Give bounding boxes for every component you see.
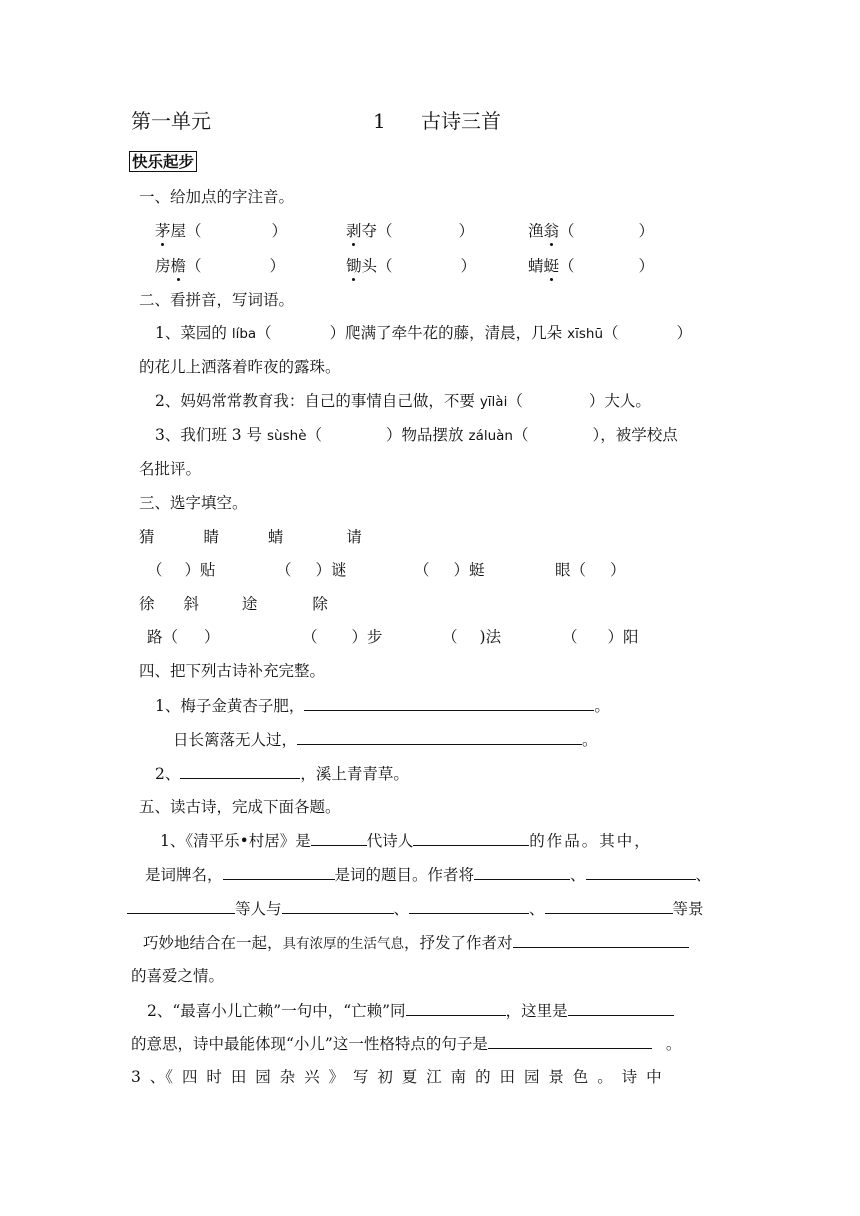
q3-blank-2: （ ）谜 xyxy=(276,561,347,579)
q4-line-1: 1、梅子金黄杏子肥， 。 xyxy=(155,697,610,715)
answer-blank xyxy=(311,830,367,846)
q3-title: 三、选字填空。 xyxy=(139,494,248,512)
q5-para-8: 3 、《 四 时 田 园 杂 兴 》 写 初 夏 江 南 的 田 园 景 色 。 诗 中 xyxy=(131,1068,662,1086)
section-tag-label: 快乐起步 xyxy=(129,151,197,172)
choice-char: 蜻 xyxy=(267,528,284,546)
answer-blank xyxy=(304,695,594,711)
dotted-char: 锄 xyxy=(346,257,362,275)
pinyin: yīlài xyxy=(479,394,508,410)
q1-item-yuweng: 渔翁（ ） xyxy=(528,222,655,240)
q1-item-qingting: 蜻蜓（ ） xyxy=(528,257,655,275)
q3-blank-7: （ )法 xyxy=(442,628,502,646)
q4-line-2: 日长篱落无人过， 。 xyxy=(173,731,598,749)
dotted-char: 蜓 xyxy=(543,257,560,275)
q1-item-maowu: 茅屋（ ） xyxy=(155,222,288,240)
q4-title: 四、把下列古诗补充完整。 xyxy=(139,662,326,680)
q2-sentence-2: 2、妈妈常常教育我：自己的事情自己做，不要 yīlài（ ）大人。 xyxy=(155,392,651,410)
choice-char: 请 xyxy=(346,528,362,546)
dotted-char: 翁 xyxy=(543,222,560,240)
lesson-number: 1 xyxy=(373,109,386,133)
q3-char-group-2 xyxy=(139,594,328,614)
q3-blank-5: 路（ ） xyxy=(147,628,220,646)
pinyin: líba xyxy=(231,326,257,342)
dotted-char: 剥 xyxy=(346,222,362,240)
answer-blank xyxy=(406,1000,506,1016)
q5-para-4: 巧妙地结合在一起，具有浓厚的生活气息，抒发了作者对 xyxy=(143,932,689,954)
choice-char: 猜 xyxy=(139,528,155,546)
answer-blank xyxy=(545,898,673,914)
answer-blank xyxy=(282,898,394,914)
answer-blank xyxy=(413,830,529,846)
choice-char: 睛 xyxy=(203,528,219,546)
choice-char: 除 xyxy=(312,595,328,613)
dotted-char: 檐 xyxy=(170,257,187,275)
q1-title: 一、给加点的字注音。 xyxy=(139,188,295,206)
dotted-char: 茅 xyxy=(155,222,171,240)
q3-char-group-1 xyxy=(139,527,362,547)
q1-item-boduo: 剥夺（ ） xyxy=(346,222,475,240)
choice-char: 徐 xyxy=(139,595,155,613)
answer-blank xyxy=(474,864,570,880)
q5-para-5: 的喜爱之情。 xyxy=(131,967,225,985)
q2-sentence-3-cont: 名批评。 xyxy=(139,460,202,478)
q3-blank-6: （ ）步 xyxy=(302,628,383,646)
q2-sentence-1-cont: 的花儿上洒落着昨夜的露珠。 xyxy=(139,358,341,376)
q5-para-2: 是词牌名， 是词的题目。作者将 、 、 xyxy=(145,866,712,884)
q2-sentence-1: 1、菜园的 líba（ ）爬满了牵牛花的藤，清晨，几朵 xīshū（ ） xyxy=(155,324,693,342)
answer-blank xyxy=(223,864,335,880)
pinyin: xīshū xyxy=(567,326,604,342)
q1-item-fangyan: 房檐（ ） xyxy=(155,257,286,275)
answer-blank xyxy=(586,864,696,880)
q5-para-1: 1、《清平乐•村居》是 代诗人 的作品。其中， xyxy=(160,832,652,850)
pinyin: záluàn xyxy=(468,428,513,444)
answer-blank xyxy=(127,898,235,914)
choice-char: 途 xyxy=(241,595,258,613)
answer-blank xyxy=(488,1033,652,1049)
q2-sentence-3: 3、我们班 3 号 sùshè（ ）物品摆放 záluàn（ ），被学校点 xyxy=(155,426,678,444)
q2-title: 二、看拼音，写词语。 xyxy=(139,291,295,309)
q3-blank-8: （ ）阳 xyxy=(562,628,639,646)
lesson-title: 古诗三首 xyxy=(421,109,501,133)
answer-blank xyxy=(180,763,300,779)
answer-blank xyxy=(409,898,529,914)
q5-para-7: 的意思，诗中最能体现“小儿”这一性格特点的句子是 。 xyxy=(131,1035,682,1053)
q5-para-6: 2、“最喜小儿亡赖”一句中，“亡赖”同 ，这里是 xyxy=(147,1000,674,1021)
answer-blank xyxy=(513,932,689,948)
pinyin: sùshè xyxy=(267,428,307,444)
q4-line-3: 2、 ，溪上青青草。 xyxy=(155,765,409,783)
section-tag xyxy=(129,152,197,172)
q5-title: 五、读古诗，完成下面各题。 xyxy=(139,798,341,816)
unit-title: 第一单元 xyxy=(131,109,211,133)
q5-para-3: 等人与 、 、 等景 xyxy=(127,898,704,919)
choice-char: 斜 xyxy=(183,595,199,613)
answer-blank xyxy=(297,729,582,745)
q3-blank-1: （ ）贴 xyxy=(147,561,216,579)
q3-blank-4: 眼（ ） xyxy=(555,561,626,579)
answer-blank xyxy=(568,1000,674,1016)
q1-item-chutou: 锄头（ ） xyxy=(346,257,477,275)
q3-blank-3: （ ）蜓 xyxy=(414,561,485,579)
